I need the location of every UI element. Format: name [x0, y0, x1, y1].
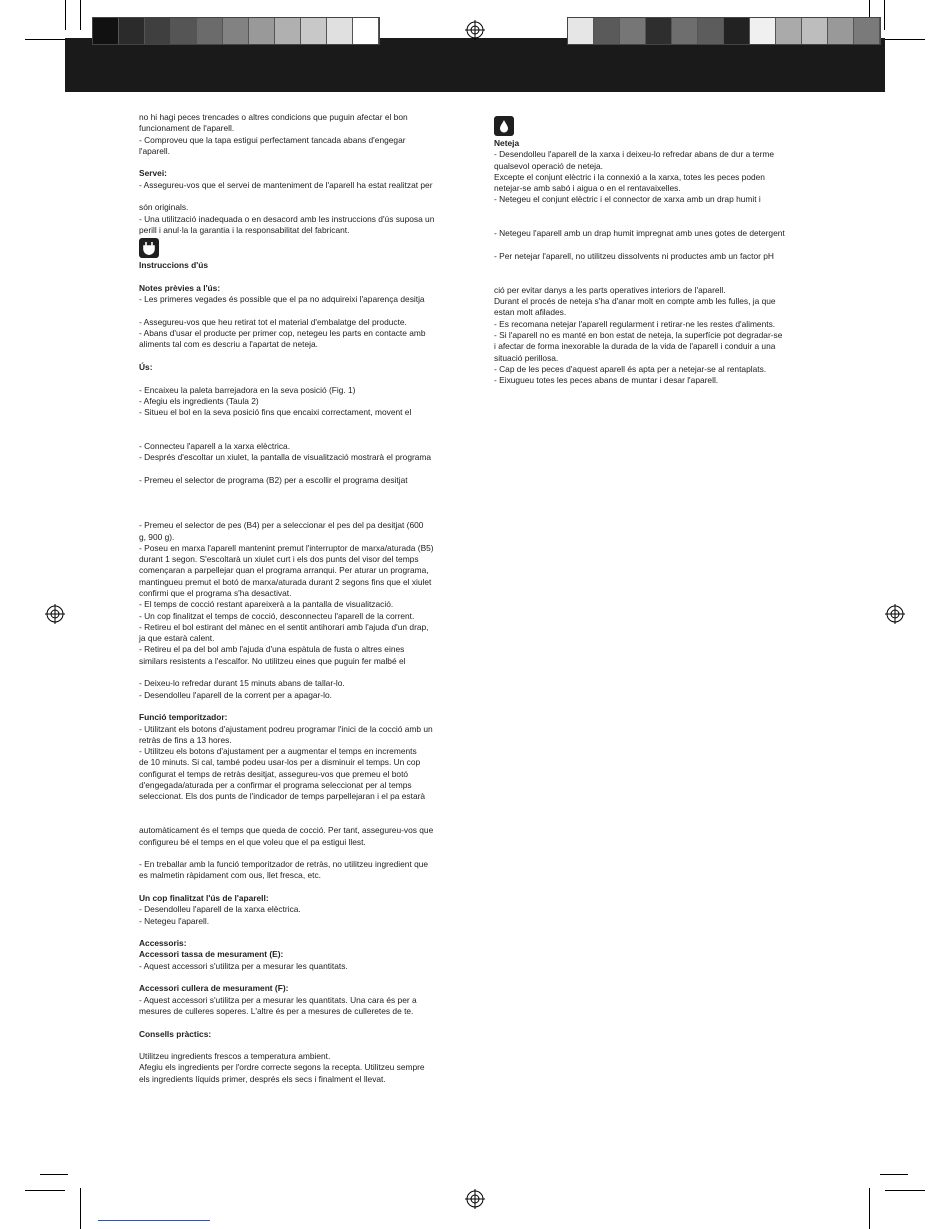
paragraph: - Utilitzant els botons d'ajustament podreu programar l'inici de la cocció amb un retràs de fins a 13 hores. - Utilitzeu els botons d'ajustament per a augmentar el temps en increments de 10 minuts. Si cal, també podeu usar-los per a disminuir el temps. Un cop configurat el temps de retràs desitjat, assegureu-vos que premeu el botó d'engegada/aturada per a confirmar el programa seleccionat per al temps seleccionat. Els dos punts de l'indicador de temps parpellejaran i el pa estarà: [139, 723, 433, 802]
color-swatch: [594, 18, 620, 44]
paragraph: ció per evitar danys a les parts operatives interiors de l'aparell. Durant el procés de neteja s'ha d'anar molt en compte amb les fulles, ja que estan molt afilades. - Es recomana netejar l'aparell regularment i retirar-ne les restes d'aliments. - Si l'aparell no es manté en bon estat de neteja, la superfície pot degradar-se i afectar de forma inexorable la durada de la vida de l'aparell i conduir a una situació perillosa. - Cap de les peces d'aquest aparell és apta per a netejar-se al rentaplats. - Eixugueu totes les peces abans de muntar i desar l'aparell.: [494, 284, 783, 386]
color-swatch: [568, 18, 594, 44]
paragraph: - Netegeu l'aparell amb un drap humit impregnat amb unes gotes de detergent: [494, 228, 785, 239]
color-swatch: [353, 18, 379, 44]
footer-rule: [98, 1220, 210, 1221]
color-swatch: [724, 18, 750, 44]
color-swatch: [145, 18, 171, 44]
header-bar: [65, 38, 885, 92]
paragraph: - Connecteu l'aparell a la xarxa elèctrica. - Després d'escoltar un xiulet, la pantalla de visualització mostrarà el programa: [139, 441, 432, 463]
crop-mark: [80, 1188, 81, 1229]
color-swatch: [93, 18, 119, 44]
color-swatch: [854, 18, 880, 44]
color-swatch: [327, 18, 353, 44]
crop-mark: [885, 1190, 925, 1191]
color-swatch: [223, 18, 249, 44]
paragraph: no hi hagi peces trencades o altres condicions que puguin afectar el bon funcionament de l'aparell. - Comproveu que la tapa estigui perfectament tancada abans d'engegar l'aparell.: [139, 112, 408, 156]
section-title-consells: Consells pràctics:: [139, 1028, 212, 1039]
water-drop-icon: [494, 116, 514, 136]
color-swatch: [750, 18, 776, 44]
crop-mark: [884, 0, 885, 30]
color-swatch: [698, 18, 724, 44]
crop-mark: [65, 0, 66, 30]
crop-mark: [40, 1174, 68, 1175]
color-swatch: [776, 18, 802, 44]
paragraph: - Aquest accessori s'utilitza per a mesurar les quantitats. Una cara és per a mesures de culleres soperes. L'altre és per a mesures de culleretes de te.: [139, 994, 417, 1016]
paragraph: - Desendolleu l'aparell de la xarxa i deixeu-lo refredar abans de dur a terme qualsevol operació de neteja. Excepte el conjunt elèctric i la connexió a la xarxa, totes les peces poden netejar-se amb sabó i aigua o en el rentavaixelles. - Netegeu el conjunt elèctric i el connector de xarxa amb un drap humit i: [494, 149, 774, 205]
color-swatch: [672, 18, 698, 44]
right-column: [494, 114, 824, 387]
plug-icon: [139, 238, 159, 258]
subsection-title-acc-e: Accessori tassa de mesurament (E):: [139, 949, 284, 960]
color-swatches-left: [92, 17, 380, 45]
crop-mark: [80, 0, 81, 30]
color-swatch: [828, 18, 854, 44]
section-title-servei: Servei:: [139, 168, 167, 179]
section-title-us: Ús:: [139, 361, 153, 372]
section-title-instruccions: Instruccions d'ús: [139, 260, 209, 271]
paragraph: automàticament és el temps que queda de cocció. Per tant, assegureu-vos que configureu bé el temps en el que voleu que el pa estigui llest.: [139, 825, 434, 847]
registration-mark-icon: [45, 604, 65, 624]
paragraph: - Les primeres vegades és possible que el pa no adquireixi l'aparença desitja: [139, 294, 425, 305]
section-title-notes: Notes prèvies a l'ús:: [139, 282, 221, 293]
color-swatch: [301, 18, 327, 44]
paragraph: són originals. - Una utilització inadequada o en desacord amb les instruccions d'ús suposa un perill i anul·la la garantia i la responsabilitat del fabricant.: [139, 202, 435, 235]
section-title-accessoris: Accessoris:: [139, 938, 187, 949]
crop-mark: [880, 1174, 908, 1175]
section-title-funcio: Funció temporitzador:: [139, 712, 228, 723]
paragraph: - Premeu el selector de programa (B2) per a escollir el programa desitjat: [139, 474, 408, 485]
color-swatches-right: [567, 17, 881, 45]
color-swatch: [646, 18, 672, 44]
paragraph: - Aquest accessori s'utilitza per a mesurar les quantitats.: [139, 960, 348, 971]
paragraph: - Premeu el selector de pes (B4) per a seleccionar el pes del pa desitjat (600 g, 900 g). - Poseu en marxa l'aparell mantenint premut l'interruptor de marxa/aturada (B5) durant 1 segon. S'escoltarà un xiulet curt i els dos punts del visor del temps començaran a parpellejar quan el programa arranqui. Per aturar un programa, mantingueu premut el botó de marxa/aturada durant 2 segons fins que el xiulet confirmi que el programa s'ha desactivat. - El temps de cocció restant apareixerà a la pantalla de visualització. - Un cop finalitzat el temps de cocció, desconnecteu l'aparell de la corrent. - Retireu el bol estirant del mànec en el sentit antihorari amb l'ajuda d'un drap, ja que estarà calent. - Retireu el pa del bol amb l'ajuda d'una espàtula de fusta o altres eines similars resistents a l'escalfor. No utilitzeu eines que puguin fer malbé el: [139, 520, 434, 666]
paragraph: - Assegureu-vos que heu retirat tot el material d'embalatge del producte. - Abans d'usar el producte per primer cop, netegeu les parts en contacte amb aliments tal com es descriu a l'apartat de neteja.: [139, 316, 426, 350]
section-title-uncop: Un cop finalitzat l'ús de l'aparell:: [139, 893, 269, 903]
paragraph: - Assegureu-vos que el servei de manteniment de l'aparell ha estat realitzat per: [139, 179, 433, 190]
color-swatch: [171, 18, 197, 44]
crop-mark: [25, 39, 65, 40]
crop-mark: [869, 1188, 870, 1229]
crop-mark: [25, 1190, 65, 1191]
registration-mark-icon: [465, 1189, 485, 1209]
subsection-title-acc-f: Accessori cullera de mesurament (F):: [139, 983, 289, 994]
registration-mark-icon: [885, 604, 905, 624]
crop-mark: [885, 39, 925, 40]
section-title-neteja: Neteja: [494, 138, 520, 148]
paragraph: - Encaixeu la paleta barrejadora en la seva posició (Fig. 1) - Afegiu els ingredients (Taula 2) - Situeu el bol en la seva posició fins que encaixi correctament, movent el: [139, 384, 412, 418]
color-swatch: [249, 18, 275, 44]
paragraph: - En treballar amb la funció temporitzador de retràs, no utilitzeu ingredient que es malmetin ràpidament com ous, llet fresca, etc.: [139, 859, 429, 881]
color-swatch: [620, 18, 646, 44]
paragraph: - Desendolleu l'aparell de la xarxa elèctrica. - Netegeu l'aparell.: [139, 904, 301, 926]
color-swatch: [119, 18, 145, 44]
color-swatch: [197, 18, 223, 44]
paragraph: - Deixeu-lo refredar durant 15 minuts abans de tallar-lo. - Desendolleu l'aparell de la corrent per a apagar-lo.: [139, 678, 345, 700]
paragraph: Utilitzeu ingredients frescos a temperatura ambient. Afegiu els ingredients per l'ordre correcte segons la recepta. Utilitzeu sempre els ingredients líquids primer, després els secs i finalment el llevat.: [139, 1051, 425, 1084]
left-column: [139, 112, 474, 1085]
color-swatch: [275, 18, 301, 44]
registration-mark-icon: [465, 20, 485, 40]
color-swatch: [802, 18, 828, 44]
paragraph: - Per netejar l'aparell, no utilitzeu dissolvents ni productes amb un factor pH: [494, 250, 774, 261]
